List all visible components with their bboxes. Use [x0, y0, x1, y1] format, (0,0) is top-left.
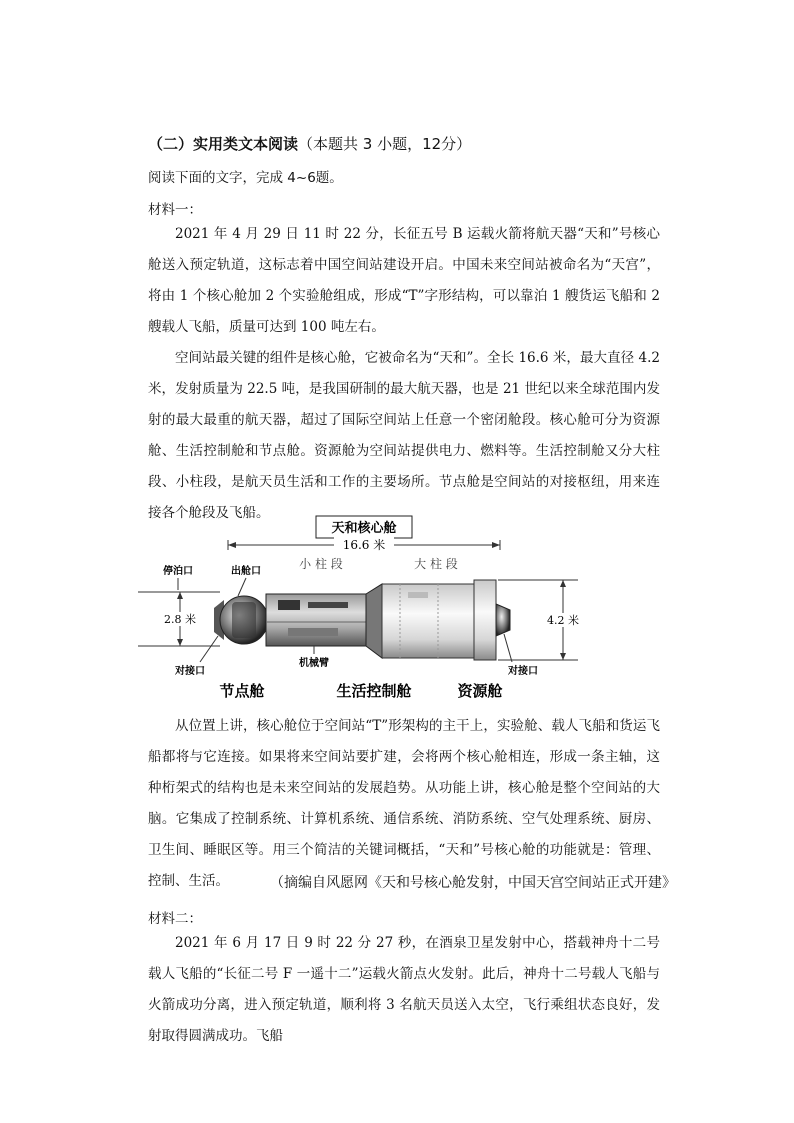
- large-dia-arrow-top: [560, 580, 566, 587]
- length-label: 16.6 米: [342, 538, 386, 552]
- figure-title: 天和核心舱: [331, 520, 397, 535]
- large-column-label: 大 柱 段: [414, 557, 458, 571]
- small-column-panel-2: [308, 602, 348, 608]
- resource-module-label: 资源舱: [457, 683, 503, 700]
- node-module-label: 节点舱: [219, 683, 265, 700]
- right-dock-leader: [504, 634, 512, 662]
- material1-paragraph-3: 从位置上讲，核心舱位于空间站“T”形架构的主干上，实验舱、载人飞船和货运飞船都将与它连接。如果将来空间站要扩建，会将两个核心舱相连，形成一条主轴，这种桁架式的结构也是未来空间站的发展趋势。从功能上讲，核心舱是整个空间站的大脑。它集成了控制系统、计算机系统、通信系统、消防系统、空气处理系统、厨房、卫生间、睡眠区等。用三个简洁的关键词概括，“天和”号核心舱的功能就是：管理、控制、生活。: [148, 718, 660, 889]
- length-arrow-left: [228, 542, 236, 548]
- arm-label: 机械臂: [299, 658, 329, 669]
- section-title-note: （本题共 3 小题，12分）: [298, 135, 472, 153]
- material1-paragraph-1: 2021 年 4 月 29 日 11 时 22 分，长征五号 B 运载火箭将航天器“天和”号核心舱送入预定轨道，这标志着中国空间站建设开启。中国未来空间站被命名为“天宫”，将由 1 个核心舱加 2 个实验舱组成，形成“T”字形结构，可以靠泊 1 艘货运飞船和 2 艘载人飞船，质量可达到 100 吨左右。: [148, 226, 660, 335]
- hatch-leader: [238, 578, 246, 596]
- node-module-hatch: [232, 602, 256, 638]
- large-column-panel: [408, 592, 428, 598]
- material1-heading: 材料一：: [148, 202, 202, 218]
- material2-paragraph-1: 2021 年 6 月 17 日 9 时 22 分 27 秒，在酒泉卫星发射中心，搭载神舟十二号载人飞船的“长征二号 F 一遥十二”运载火箭点火发射。此后，神舟十二号载人飞船与火箭成功分离，进入预定轨道，顺利将 3 名航天员送入太空，飞行乘组状态良好，发射取得圆满成功。飞船: [148, 935, 660, 1044]
- material1-source: （摘编自风愿网《天和号核心舱发射，中国天宫空间站正式开建》: [270, 875, 676, 891]
- core-module-diagram: [138, 512, 608, 702]
- small-dia-arrow-top: [177, 592, 183, 599]
- life-control-module-label: 生活控制舱: [336, 683, 412, 700]
- section-title: [148, 133, 471, 154]
- right-dock-label: 对接口: [508, 666, 538, 677]
- right-docking-cone: [496, 604, 510, 636]
- large-dia-label: 4.2 米: [547, 614, 579, 627]
- large-dia-arrow-bottom: [560, 653, 566, 660]
- transition-cone: [366, 584, 382, 658]
- material1-paragraph-2: 空间站最关键的组件是核心舱，它被命名为“天和”。全长 16.6 米，最大直径 4.2 米，发射质量为 22.5 吨，是我国研制的最大航天器，也是 21 世纪以来全球范围内发射的最大最重的航天器，超过了国际空间站上任意一个密闭舱段。核心舱可分为资源舱、生活控制舱和节点舱。资源舱为空间站提供电力、燃料等。生活控制舱又分大柱段、小柱段，是航天员生活和工作的主要场所。节点舱是空间站的对接枢纽，用来连接各个舱段及飞船。: [148, 350, 660, 521]
- section-title-main: （二）实用类文本阅读: [148, 135, 299, 153]
- left-dock-leader: [200, 636, 218, 662]
- left-dock-label: 对接口: [175, 666, 205, 677]
- small-column-panel-1: [278, 600, 300, 610]
- small-column-label: 小 柱 段: [299, 557, 343, 571]
- hatch-label: 出舱口: [231, 566, 261, 577]
- instruction: 阅读下面的文字，完成 4~6题。: [148, 170, 343, 186]
- small-column-panel-3: [288, 628, 338, 636]
- length-arrow-right: [492, 542, 500, 548]
- small-dia-label: 2.8 米: [164, 613, 196, 626]
- material2-heading: 材料二：: [148, 911, 202, 927]
- resource-module-body: [474, 580, 496, 660]
- berth-port-label: 停泊口: [163, 566, 193, 577]
- small-dia-arrow-bottom: [177, 639, 183, 646]
